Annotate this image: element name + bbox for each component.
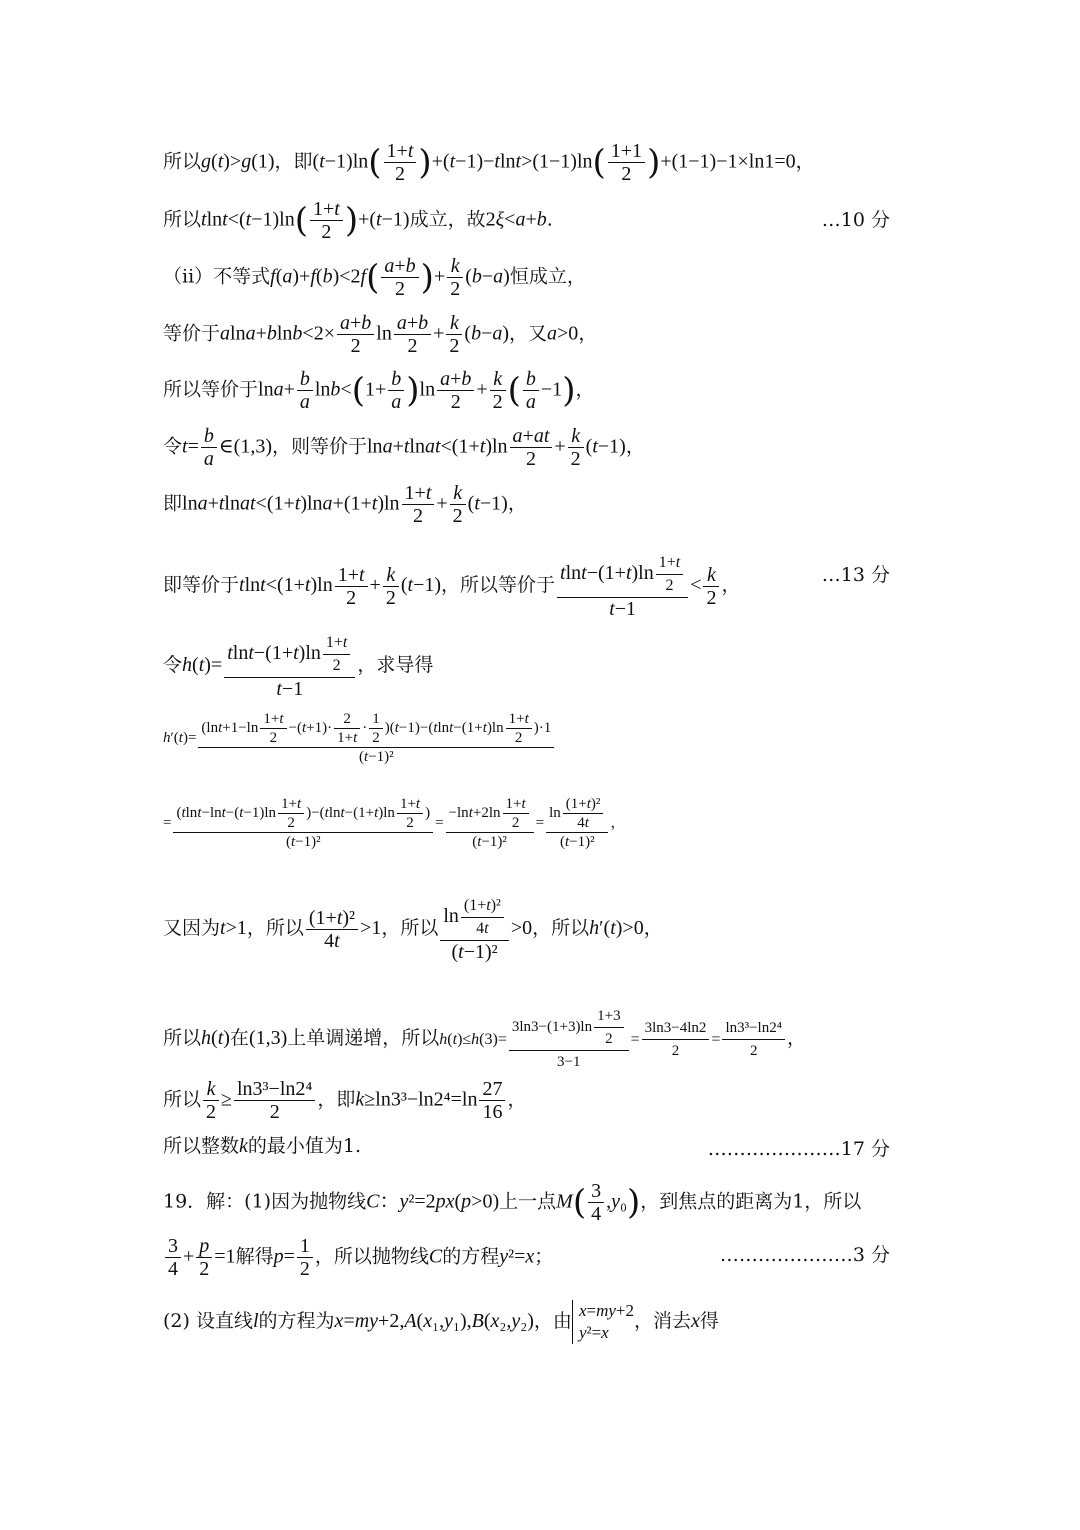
text-line: 19．解：(1)因为抛物线C：y²=2px(p>0)上一点M( $\frac{3}{4}$ ,y₀)，到焦点的距离为1，所以 [163,1180,862,1225]
score-mark: …10 分 [821,209,890,231]
text-line: 令h(t)= tlnt−(1+t)ln $\frac{1+t}{2}$ t−1 ，求导得 [163,634,434,700]
text-line: （ii）不等式f(a)+f(b)<2f( $\frac{a+b}{2}$ )+ $\frac{k}{2}$ (b−a)恒成立， [163,255,586,300]
text-line: 所以整数k的最小值为1. [163,1135,362,1157]
text-line: 所以g(t)>g(1)，即(t−1)ln( $\frac{1+t}{2}$ )+(t−1)−tlnt>(1−1)ln( $\frac{1+1}{2}$ )+(1−1)−1×ln1=0， [163,140,815,185]
text-line: 又因为t>1，所以 $\frac{\text{(1+t)²}}{4t}$ >1，所以 ln $\frac{\text{(1+t)²}}{4t}$ (t−1)² >0，所以h′(t)>0， [163,897,663,963]
text-line: 等价于alna+blnb<2× $\frac{a+b}{2}$ ln $\frac{a+b}{2}$ + $\frac{k}{2}$ (b−a)，又a>0， [163,312,598,357]
text-line: 令t= $\frac{b}{a}$ ∈(1,3)，则等价于lna+tlnat<(1+t)ln $\frac{a+at}{2}$ + $\frac{k}{2}$ (t−1)， [163,425,645,470]
text-line: 所以 $\frac{k}{2}$ ≥ $\frac{\text{ln3³−ln2⁴}}{2}$ ，即k≥ln3³−ln2⁴=ln $\frac{27}{16}$ ， [163,1078,527,1123]
score-mark: …………………17 分 [707,1138,890,1160]
score-mark: …………………3 分 [719,1244,890,1266]
score-mark: …13 分 [821,564,890,586]
text-line: (2) 设直线l的方程为x=my+2,A(x₁,y₁),B(x₂,y₂)，由 x=my+2 y²=x ，消去x得 [163,1301,719,1342]
text-line: 所以h(t)在(1,3)上单调递增，所以h(t)≤h(3)= 3ln3−(1+3)ln $\frac{1+3}{2}$ 3−1 = $\frac{3\ln 3-4\ln 2}{2}$ = $\frac{\text{ln3³−ln2⁴}}{2}$ ， [163,1005,890,1073]
text-line: 所以等价于lna+ $\frac{b}{a}$ lnb<(1+ $\frac{b}{a}$ )ln $\frac{a+b}{2}$ + $\frac{k}{2}$ ( $\frac{b}{a}$ −1)， [163,368,595,413]
text-line: 所以tlnt<(t−1)ln( $\frac{1+t}{2}$ )+(t−1)成立，故2ξ<a+b. [163,198,553,243]
text-line: 即lna+tlnat<(1+t)lna+(1+t)ln $\frac{1+t}{2}$ + $\frac{k}{2}$ (t−1)， [163,482,527,527]
text-line: $\frac{3}{4}$ + $\frac{p}{2}$ =1解得p= $\frac{1}{2}$ ，所以抛物线C的方程y²=x； [163,1235,890,1280]
text-line: = (tlnt−lnt−(t−1)ln $\frac{1+t}{2}$ )−(tlnt−(1+t)ln $\frac{1+t}{2}$ ) (t−1)² = −lnt+2ln $\frac{1+t}{2}$ (t−1)² = ln $\frac{\text{(1+t)²}}{4t}$ (t−1)² ， [163,796,626,850]
text-line: h′(t)= (lnt+1−ln $\frac{1+t}{2}$ −(t+1)· $\frac{2}{1+t}$ · $\frac{1}{2}$ )(t−1)−(tlnt−(1+t)ln $\frac{1+t}{2}$ )·1 (t−1)² [163,710,890,766]
text-line: 即等价于tlnt<(1+t)ln $\frac{1+t}{2}$ + $\frac{k}{2}$ (t−1)，所以等价于 tlnt−(1+t)ln $\frac{1+t}{2}$ t−1 < $\frac{k}{2}$ ， [163,554,741,620]
